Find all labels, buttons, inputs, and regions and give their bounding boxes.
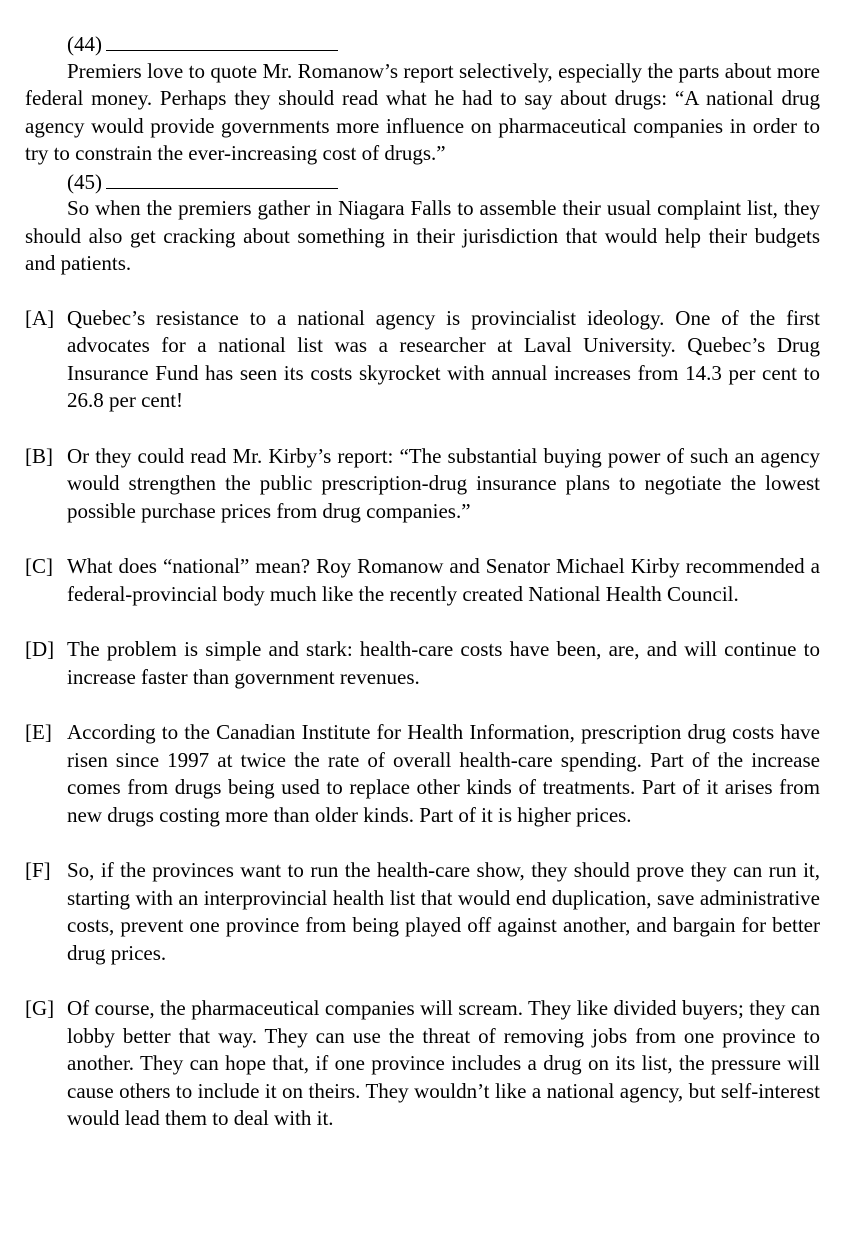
option-d-letter: [D]	[25, 637, 55, 661]
option-g-letter: [G]	[25, 996, 55, 1020]
option-b	[25, 443, 820, 526]
option-g-text: Of course, the pharmaceutical companies will scream. They like divided buyers; they can lobby better that way. They can use the threat of removing jobs from one province to another. They can hope that, if one province includes a drug on its list, the pressure will cause others to include it on theirs. They wouldn’t like a national agency, but self-interest would lead them to deal with it.	[67, 996, 820, 1130]
option-c-text: What does “national” mean? Roy Romanow and Senator Michael Kirby recommended a federal-provincial body much like the recently created National Health Council.	[67, 554, 820, 606]
blank-45	[25, 168, 820, 196]
option-d-text: The problem is simple and stark: health-care costs have been, are, and will continue to increase faster than government revenues.	[67, 637, 820, 689]
option-a-letter: [A]	[25, 305, 55, 330]
option-c-letter: [C]	[25, 554, 53, 578]
option-a	[25, 305, 820, 415]
blank-45-number: (45)	[67, 169, 102, 194]
option-e	[25, 719, 820, 829]
blank-44-answer-line[interactable]	[106, 30, 338, 51]
option-g	[25, 995, 820, 1133]
option-d	[25, 636, 820, 691]
blank-44	[25, 30, 820, 58]
option-f-text: So, if the provinces want to run the health-care show, they should prove they can run it, starting with an interprovincial health list that would end duplication, save administrative costs, prevent one province from being played off against another, and bargain for better drug prices.	[67, 858, 820, 965]
option-b-letter: [B]	[25, 443, 53, 468]
option-c	[25, 553, 820, 608]
option-f-letter: [F]	[25, 858, 51, 882]
blank-44-number: (44)	[67, 32, 102, 56]
options-list	[25, 305, 820, 1133]
document-page	[25, 30, 820, 1161]
passage-paragraph-1: Premiers love to quote Mr. Romanow’s report selectively, especially the parts about more federal money. Perhaps they should read what he had to say about drugs: “A national drug agency would provide governments more influence on pharmaceutical companies in order to try to constrain the ever-increasing cost of drugs.”	[25, 58, 820, 165]
option-e-text: According to the Canadian Institute for Health Information, prescription drug costs have risen since 1997 at twice the rate of overall health-care spending. Part of the increase comes from drugs being used to replace other kinds of treatments. Part of it arises from new drugs costing more than older kinds. Part of it is higher prices.	[67, 720, 820, 827]
option-e-letter: [E]	[25, 720, 52, 744]
passage-paragraph-2: So when the premiers gather in Niagara Falls to assemble their usual complaint list, they should also get cracking about something in their jurisdiction that would help their budgets and patients.	[25, 196, 820, 275]
option-a-text: Quebec’s resistance to a national agency is provincialist ideology. One of the first advocates for a national list was a researcher at Laval University. Quebec’s Drug Insurance Fund has seen its costs skyrocket with annual increases from 14.3 per cent to 26.8 per cent!	[67, 305, 820, 412]
option-b-text: Or they could read Mr. Kirby’s report: “The substantial buying power of such an agency would strengthen the public prescription-drug insurance plans to negotiate the lowest possible purchase prices from drug companies.”	[67, 443, 820, 523]
blank-45-answer-line[interactable]	[106, 168, 338, 189]
option-f	[25, 857, 820, 967]
